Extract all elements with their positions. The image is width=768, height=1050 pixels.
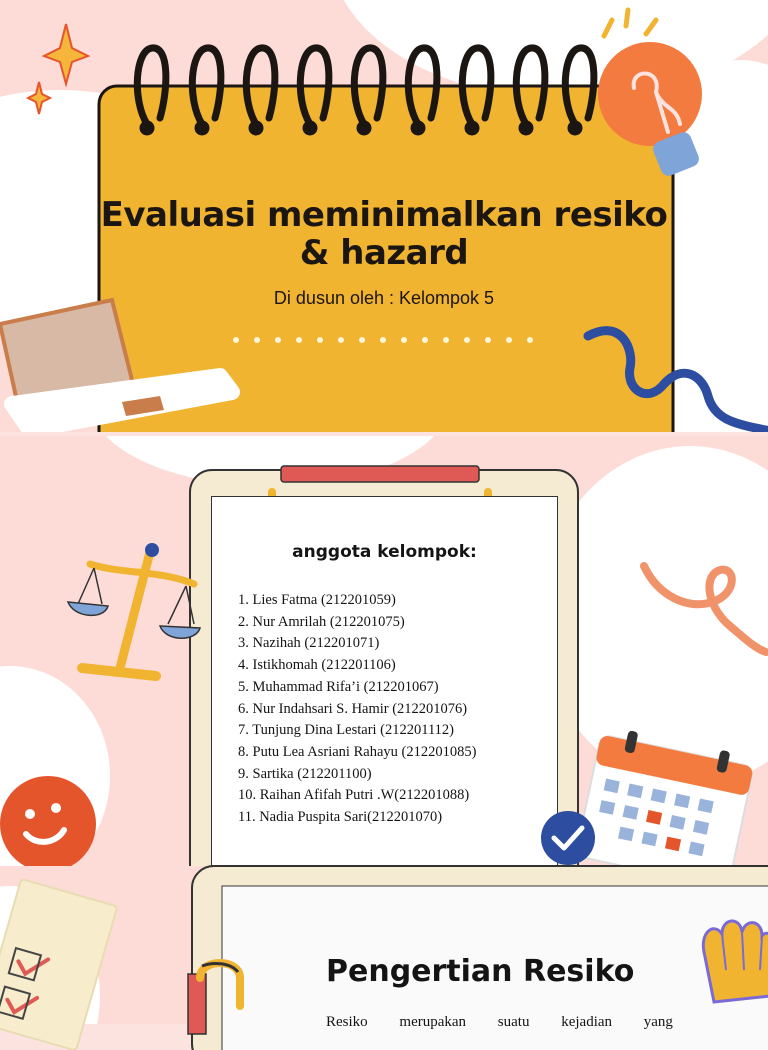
todo-note-icon: [0, 880, 120, 1050]
list-item: 7. Tunjung Dina Lestari (212201112): [238, 722, 455, 739]
list-item: 5. Muhammad Rifa’i (212201067): [238, 678, 439, 695]
squiggle-icon: [582, 320, 768, 432]
list-item: 1. Lies Fatma (212201059): [238, 592, 396, 608]
list-item: 11. Nadia Puspita Sari(212201070): [238, 809, 443, 826]
list-item: 9. Sartika (212201100): [238, 765, 372, 782]
section-body: Resiko merupakan suatu kejadian yang: [326, 1014, 673, 1030]
list-item: 8. Putu Lea Asriani Rahayu (212201085): [238, 743, 477, 760]
smiley-icon: [0, 774, 100, 874]
list-item: 6. Nur Indahsari S. Hamir (212201076): [238, 700, 468, 717]
list-item: 3. Nazihah (212201071): [238, 635, 380, 652]
presentation-subtitle: Di dusun oleh : Kelompok 5: [273, 288, 495, 308]
swirl-icon: [638, 556, 768, 656]
list-item: 2. Nur Amrilah (212201075): [238, 613, 405, 630]
laptop-icon: [0, 292, 234, 432]
presentation-title: Evaluasi meminimalkan resiko & hazard: [100, 195, 668, 273]
members-heading: anggota kelompok:: [292, 542, 477, 562]
section-title: Pengertian Resiko: [326, 954, 635, 989]
list-item: 4. Istikhomah (212201106): [238, 657, 396, 674]
list-item: 10. Raihan Afifah Putri .W(212201088): [238, 787, 470, 804]
sparkle-icon: [22, 22, 82, 102]
lightbulb-icon: [590, 6, 730, 186]
members-list: [238, 590, 476, 829]
checkmark-icon: [540, 810, 600, 870]
glove-icon: [696, 912, 768, 1022]
scale-icon: [60, 538, 210, 688]
slide-title: [0, 0, 768, 432]
